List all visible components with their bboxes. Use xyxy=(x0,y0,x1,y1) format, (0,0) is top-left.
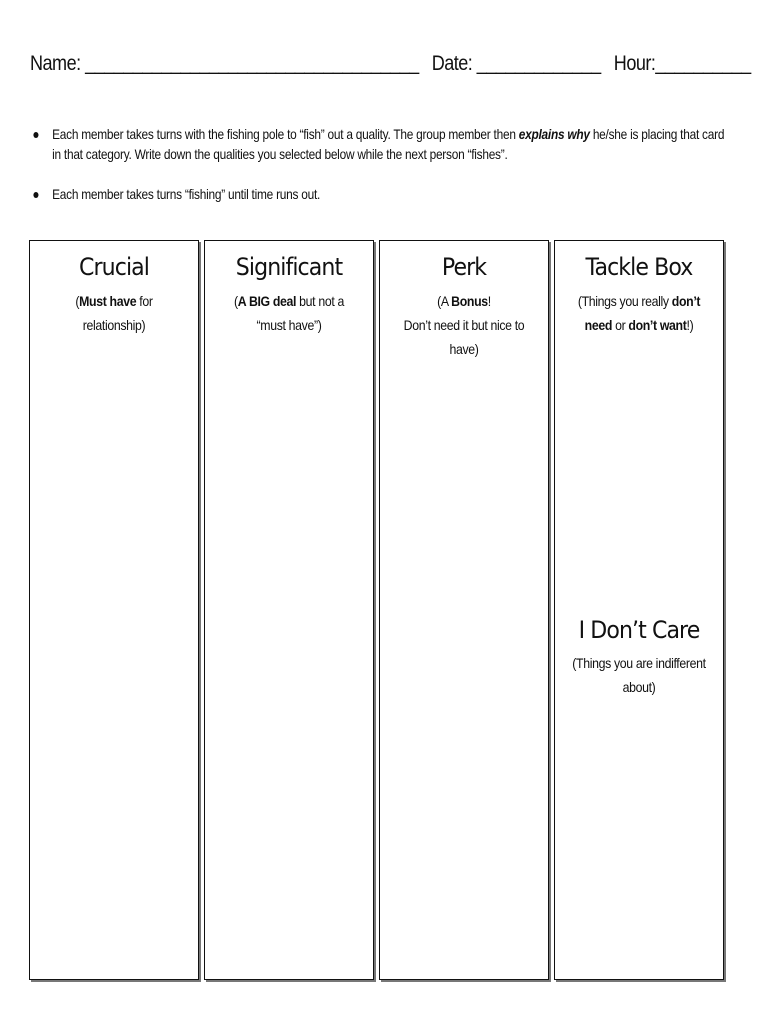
desc-text: ! xyxy=(487,293,491,309)
desc-bold: don’t need xyxy=(584,293,701,333)
header-fields xyxy=(30,52,751,82)
name-field[interactable]: Name: ___________________________________ xyxy=(30,52,419,75)
category-columns xyxy=(29,240,725,980)
desc-bold: A BIG deal xyxy=(237,293,297,309)
desc-bold: Bonus xyxy=(451,293,488,309)
desc-text: ( xyxy=(75,293,80,309)
desc-text: or xyxy=(612,317,629,333)
desc-text: for relationship) xyxy=(82,293,153,333)
column-description xyxy=(209,289,369,337)
desc-bold: Must have xyxy=(79,293,137,309)
column-title: Tackle Box xyxy=(585,253,693,281)
desc-text: ( xyxy=(234,293,238,309)
desc-text: !) xyxy=(686,317,694,333)
desc-text: but not a “must have”) xyxy=(256,293,344,333)
dont-care-description xyxy=(559,651,719,699)
desc-text: (Things you really xyxy=(577,293,672,309)
column-significant[interactable] xyxy=(204,240,374,980)
column-crucial[interactable] xyxy=(29,240,199,980)
column-perk[interactable] xyxy=(379,240,549,980)
instruction-emphasis: explains why xyxy=(518,126,590,142)
instruction-item xyxy=(30,124,727,164)
dont-care-title: I Don’t Care xyxy=(578,616,700,644)
column-tackle-box[interactable] xyxy=(554,240,724,980)
hour-field[interactable]: Hour:__________ xyxy=(613,52,751,75)
date-field[interactable]: Date: _____________ xyxy=(431,52,601,75)
instruction-text-cont: he/she is placing that card in that category. Write down the qualities you selected below while the next person “fishes”. xyxy=(52,126,725,162)
bullet-icon xyxy=(33,132,38,138)
desc-bold: don’t want xyxy=(628,317,687,333)
desc-text: Don’t need it but nice to have) xyxy=(403,317,525,357)
instruction-text: Each member takes turns “fishing” until time runs out. xyxy=(52,186,321,202)
instruction-item xyxy=(30,184,727,204)
bullet-icon xyxy=(33,192,38,198)
column-description xyxy=(384,289,544,361)
column-title: Crucial xyxy=(78,253,149,281)
instructions-list xyxy=(30,124,727,224)
column-description xyxy=(34,289,194,337)
instruction-text: Each member takes turns with the fishing pole to “fish” out a quality. The group member then xyxy=(52,126,519,142)
column-description xyxy=(559,289,719,337)
column-title: Perk xyxy=(441,253,487,281)
column-title: Significant xyxy=(235,253,343,281)
desc-text: (A xyxy=(437,293,452,309)
desc-text: (Things you are indifferent about) xyxy=(572,655,706,695)
